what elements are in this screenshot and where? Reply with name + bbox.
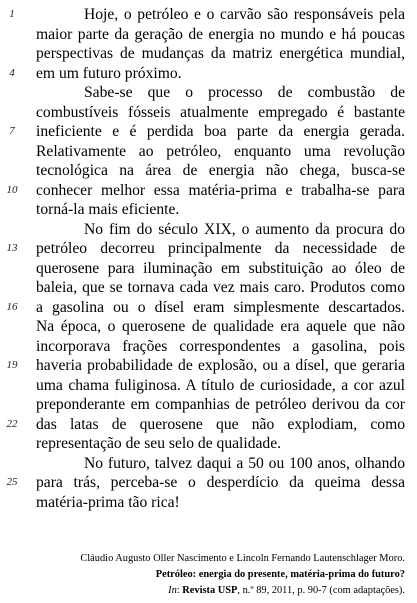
line-text: No futuro, talvez daqui a 50 ou 100 anos, olhando — [84, 454, 405, 472]
text-line — [0, 454, 417, 474]
line-text: maior parte da geração de energia no mundo e há poucas — [36, 25, 405, 43]
citation-journal: Revista USP — [182, 585, 238, 596]
line-text: perspectivas de mudanças da matriz energética mundial, — [36, 45, 405, 62]
line-text: Relativamente ao petróleo, enquanto uma revolução — [36, 142, 405, 160]
line-text: Hoje, o petróleo e o carvão são responsáveis pela — [84, 6, 405, 23]
text-line — [0, 122, 417, 142]
line-number: 25 — [6, 476, 18, 488]
text-line — [0, 239, 417, 259]
line-text: representação de seu selo de qualidade. — [36, 435, 282, 452]
text-line — [0, 493, 417, 513]
text-line — [0, 259, 417, 279]
text-line — [0, 161, 417, 181]
text-line — [0, 142, 417, 162]
text-line — [0, 220, 417, 240]
line-text: combustíveis fósseis atualmente empregado é bastante — [36, 103, 405, 121]
line-text: a gasolina ou o dísel eram simplesmente descartados. — [36, 298, 405, 316]
line-number: 16 — [6, 300, 18, 313]
text-line — [0, 181, 417, 201]
text-line — [0, 298, 417, 318]
text-line — [0, 278, 417, 298]
line-text: uma chama fuliginosa. A título de curiosidade, a cor azul — [36, 376, 405, 394]
text-line — [0, 434, 417, 454]
line-text: No fim do século XIX, o aumento da procura do — [84, 220, 405, 238]
line-text: baleia, que se tornava cada vez mais caro. Produtos como — [36, 279, 405, 296]
text-line — [0, 83, 417, 103]
line-text: Na época, o querosene de qualidade era aquele que não — [36, 318, 405, 335]
line-text: em um futuro próximo. — [36, 64, 182, 82]
line-text: das latas de querosene que não explodiam, como — [36, 415, 405, 433]
line-text: conhecer melhor essa matéria-prima e trabalha-se para — [36, 181, 405, 199]
line-text: querosene para iluminação em substituição ao óleo de — [36, 259, 405, 277]
line-number: 10 — [6, 183, 18, 196]
line-text: torná-la mais eficiente. — [36, 201, 180, 218]
article-body — [0, 5, 417, 512]
text-line — [0, 395, 417, 415]
text-line — [0, 317, 417, 337]
text-line — [0, 473, 417, 493]
text-line — [0, 200, 417, 220]
text-line — [0, 337, 417, 357]
line-text: incorporava frações correspondentes a gasolina, pois — [36, 337, 405, 355]
text-line — [0, 356, 417, 376]
line-text: tecnológica na área de energia não chega, busca-se — [36, 162, 405, 179]
line-number: 13 — [6, 242, 18, 254]
line-number: 7 — [9, 125, 15, 137]
line-number: 22 — [6, 417, 18, 430]
text-line — [0, 44, 417, 64]
text-line — [0, 376, 417, 396]
citation-reference — [80, 583, 405, 599]
citation-authors: Cláudio Augusto Oller Nascimento e Lincoln Fernando Lautenschlager Moro. — [80, 553, 405, 564]
line-number: 4 — [9, 66, 15, 79]
source-citation — [80, 551, 405, 599]
text-line — [0, 5, 417, 25]
citation-title: Petróleo: energia do presente, matéria-prima do futuro? — [155, 569, 405, 580]
line-text: Sabe-se que o processo de combustão de — [84, 84, 405, 101]
text-line — [0, 415, 417, 435]
text-line — [0, 103, 417, 123]
line-number: 1 — [9, 8, 15, 20]
line-text: preponderante em companhias de petróleo derivou da cor — [36, 396, 405, 413]
line-text: matéria-prima tão rica! — [36, 493, 180, 511]
citation-in-separator: : — [176, 585, 183, 596]
line-text: petróleo decorreu principalmente da necessidade de — [36, 240, 405, 257]
line-text: para trás, perceba-se o desperdício da queima dessa — [36, 474, 405, 491]
line-number: 19 — [6, 359, 18, 371]
line-text: haveria probabilidade de explosão, ou a dísel, que geraria — [36, 357, 405, 374]
citation-details: , n.º 89, 2011, p. 90-7 (com adaptações). — [237, 585, 405, 596]
text-line — [0, 64, 417, 84]
line-text: ineficiente e é perdida boa parte da energia gerada. — [36, 123, 405, 140]
citation-in-label: In — [168, 585, 177, 596]
text-line — [0, 25, 417, 45]
